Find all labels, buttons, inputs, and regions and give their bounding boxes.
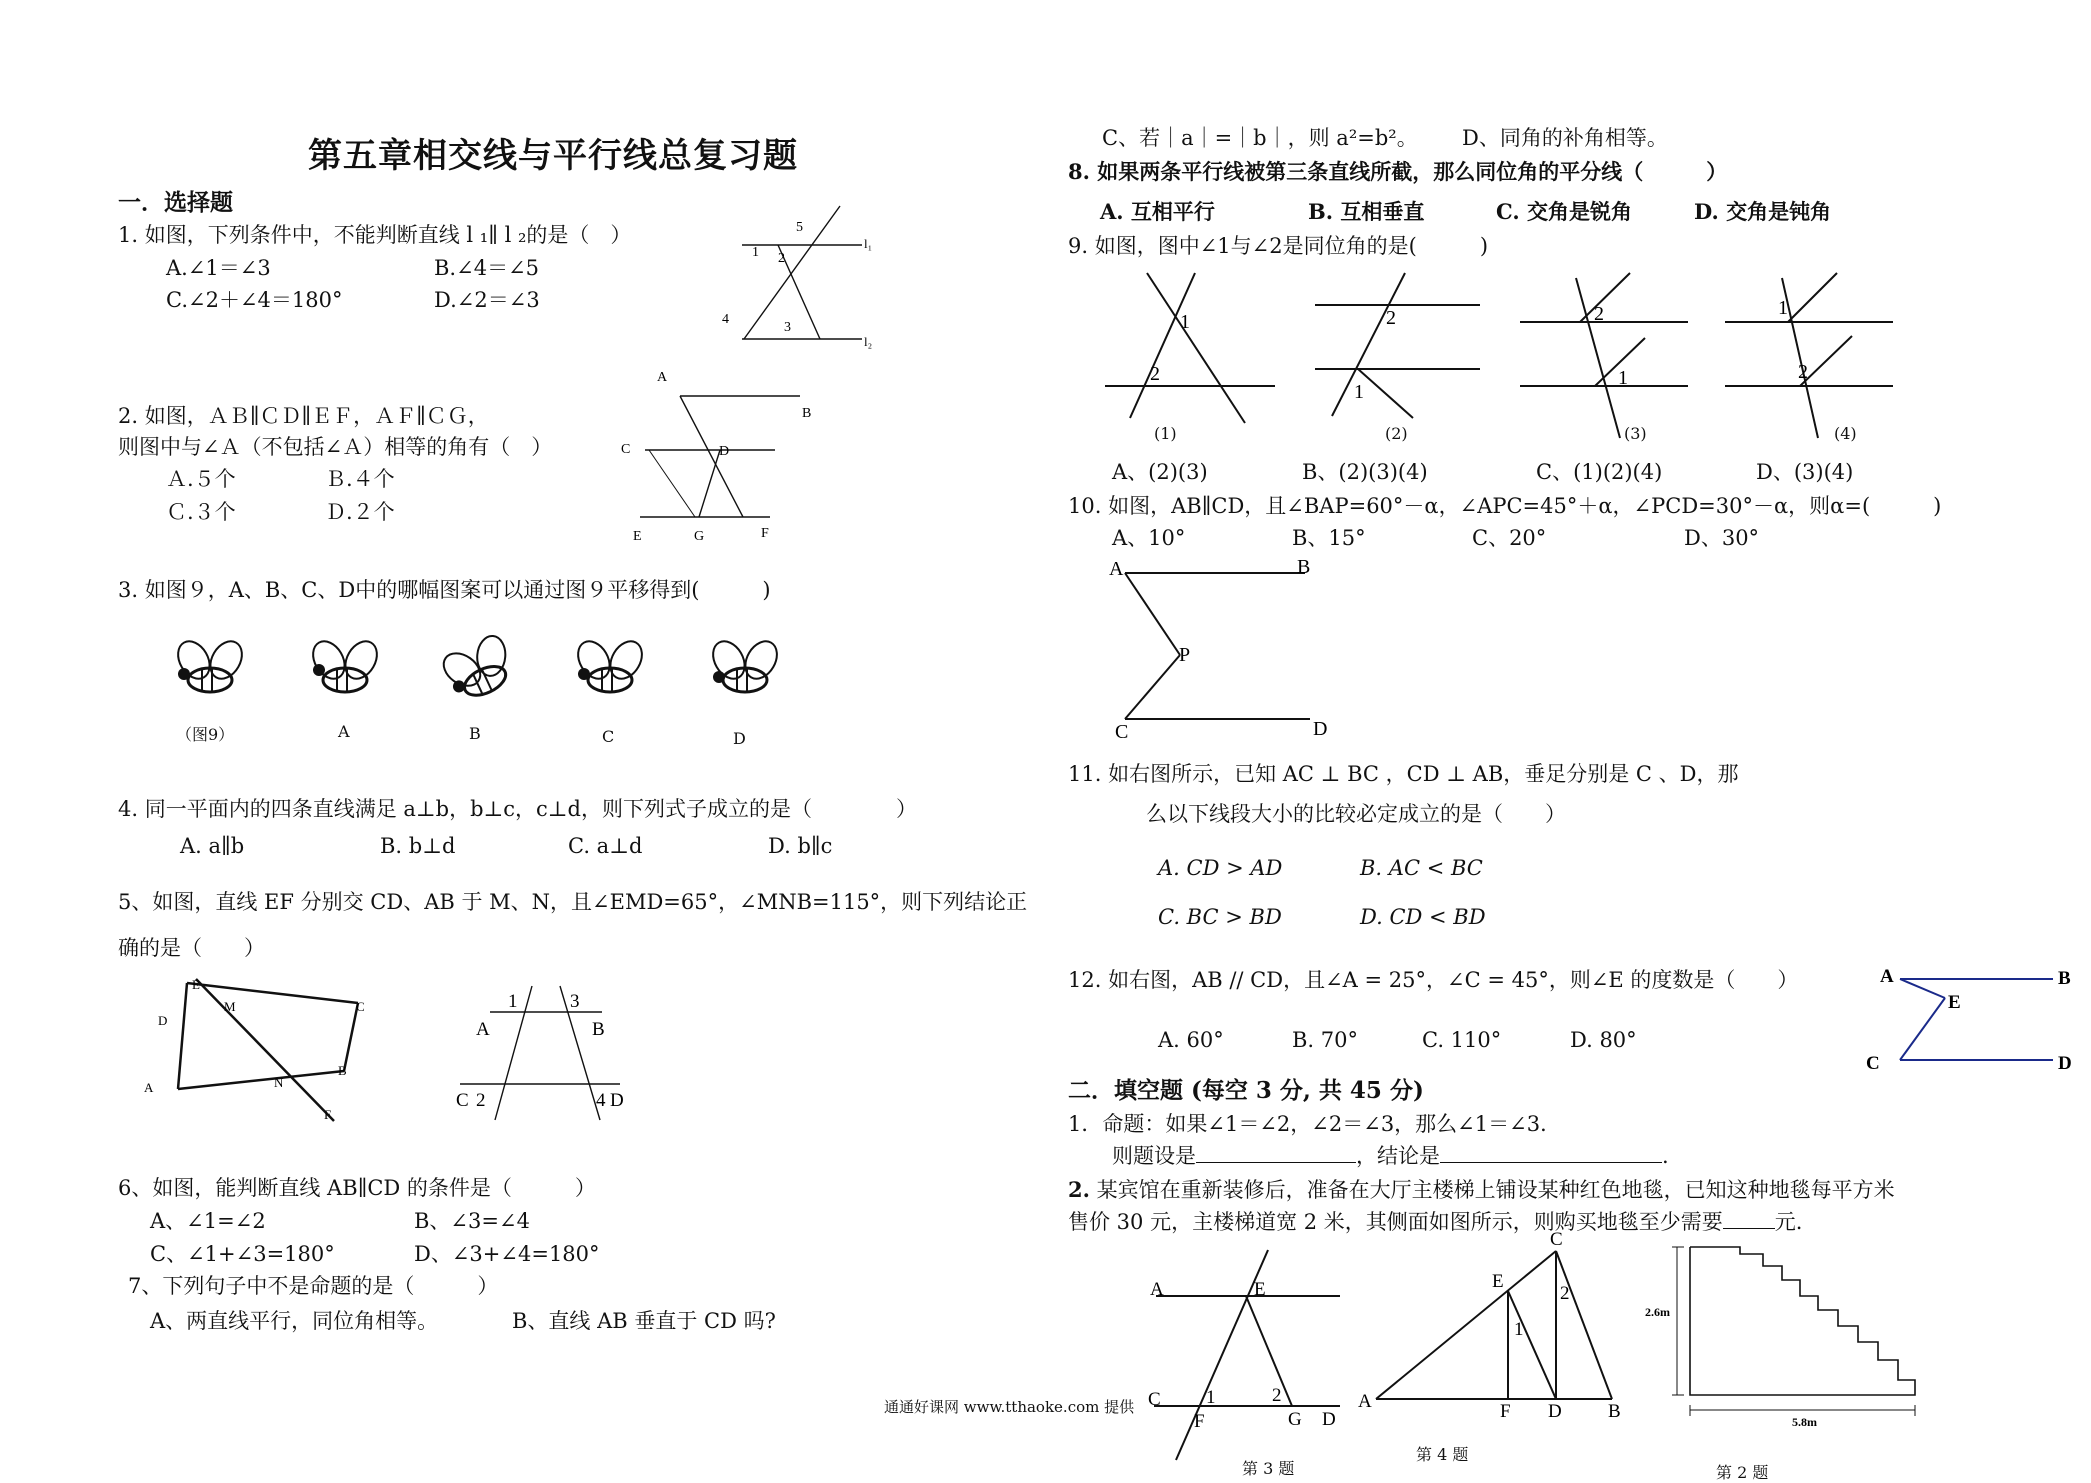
q9f4-label-1: 1: [1778, 297, 1788, 319]
bee-icon-a: [307, 636, 384, 692]
f2-number: 2.: [1068, 1177, 1090, 1202]
q11-option-a: A. CD > AD: [1158, 856, 1283, 880]
q5f1-label-M: M: [224, 999, 236, 1014]
q5f1-label-E: E: [192, 977, 200, 992]
fig4-label-E: E: [1492, 1271, 1504, 1292]
q5-figure-1: [140, 975, 380, 1130]
q9f2-label-2: 2: [1386, 307, 1396, 329]
q12-label-D: D: [2058, 1053, 2072, 1074]
q8-option-d: D. 交角是钝角: [1694, 199, 1832, 224]
q9f2-label-1: 1: [1354, 381, 1364, 403]
fig4-label-2: 2: [1560, 1283, 1570, 1304]
fig2-caption: 第 2 题: [1716, 1463, 1769, 1482]
q2-option-b: Ｂ.４个: [325, 467, 395, 491]
page-title: 第五章相交线与平行线总复习题: [308, 136, 798, 176]
q11-option-d: D. CD < BD: [1360, 905, 1486, 929]
q4-stem: 4. 同一平面内的四条直线满足 a⊥b，b⊥c，c⊥d，则下列式子成立的是（ ）: [118, 797, 918, 821]
q9-option-a: A、(2)(3): [1112, 460, 1208, 484]
q5f2-label-B: B: [592, 1019, 605, 1040]
q5f2-label-1: 1: [508, 991, 518, 1012]
bee-icon-c: [572, 636, 649, 692]
q3-label-c: C: [602, 727, 615, 746]
q9f4-label-2: 2: [1798, 361, 1808, 383]
q10-label-C: C: [1115, 721, 1129, 743]
q7-option-d: D、同角的补角相等。: [1462, 126, 1668, 150]
f1-stem: 1．命题：如果∠1＝∠2，∠2＝∠3，那么∠1＝∠3．: [1068, 1112, 1562, 1136]
q2-label-B: B: [802, 406, 812, 421]
bee-icon-b: [432, 625, 525, 708]
q4-option-a: A. a∥b: [180, 834, 245, 858]
q12-label-C: C: [1866, 1053, 1880, 1074]
q5-stem-line2: 确的是（ ）: [118, 936, 265, 960]
q12-option-c: C. 110°: [1422, 1028, 1502, 1052]
f1-premise-blank[interactable]: [1196, 1162, 1356, 1163]
q12-label-B: B: [2058, 968, 2071, 989]
fill-fig3: [1140, 1245, 1360, 1470]
q10-label-B: B: [1297, 556, 1311, 578]
q5-stem-line1: 5、如图，直线 EF 分别交 CD、AB 于 M、N，且∠EMD=65°，∠MNB=115°，则下列结论正: [118, 890, 1028, 914]
f1-conclusion-label: ，结论是: [1356, 1144, 1440, 1168]
stairs-height-label: 2.6m: [1645, 1305, 1670, 1319]
q12-option-a: A. 60°: [1158, 1028, 1224, 1052]
footer-source: 通通好课网 www.tthaoke.com 提供: [884, 1398, 1135, 1416]
q5f1-label-D: D: [158, 1013, 168, 1028]
q5f2-label-A: A: [476, 1019, 490, 1040]
q7-stem: 7、下列句子中不是命题的是（ ）: [128, 1274, 499, 1298]
q6-option-b: B、∠3=∠4: [414, 1209, 530, 1233]
q1-label-l1: l₁: [864, 236, 873, 251]
q1-label-l2: l₂: [864, 334, 873, 349]
section-heading-choice: 一．选择题: [118, 189, 233, 216]
q1-label-1: 1: [752, 245, 759, 260]
q1-label-3: 3: [784, 320, 791, 335]
q7-option-a: A、两直线平行，同位角相等。: [150, 1309, 439, 1333]
q9-caption-2: (2): [1385, 424, 1408, 443]
q3-bee-figures: [160, 620, 810, 720]
q2-option-c: Ｃ.３个: [166, 500, 236, 524]
q9f3-label-2: 2: [1594, 303, 1604, 325]
f2-stem-line1: [1068, 1174, 1895, 1204]
q3-stem: 3. 如图９，A、B、C、D中的哪幅图案可以通过图９平移得到( ): [118, 578, 771, 602]
q5f2-label-D: D: [610, 1090, 624, 1111]
q6-option-c: C、∠1+∠3=180°: [150, 1242, 335, 1266]
q2-option-d: Ｄ.２个: [325, 500, 395, 524]
bee-icon-original: [172, 636, 249, 692]
q5-figure-2: [450, 982, 640, 1132]
q4-option-b: B. b⊥d: [380, 834, 456, 858]
fig4-label-A: A: [1358, 1391, 1372, 1412]
q10-label-D: D: [1313, 718, 1328, 740]
section-heading-fill: 二．填空题 (每空 3 分, 共 45 分): [1068, 1077, 1424, 1104]
q9-caption-4: (4): [1834, 424, 1857, 443]
q12-label-A: A: [1880, 966, 1894, 987]
q5f1-label-B: B: [338, 1063, 347, 1078]
q10-label-P: P: [1179, 644, 1191, 666]
f2-answer-blank[interactable]: [1723, 1228, 1775, 1229]
q9-option-c: C、(1)(2)(4): [1536, 460, 1663, 484]
fig3-label-A: A: [1150, 1279, 1164, 1300]
q10-option-a: A、10°: [1112, 526, 1186, 550]
fig3-caption: 第 3 题: [1242, 1459, 1295, 1478]
q8-option-b: B. 互相垂直: [1308, 199, 1425, 224]
q12-option-b: B. 70°: [1292, 1028, 1359, 1052]
q10-option-b: B、15°: [1292, 526, 1366, 550]
q4-option-d: D. b∥c: [768, 834, 833, 858]
q10-figure: [1105, 555, 1345, 745]
fig4-caption: 第 4 题: [1416, 1445, 1469, 1464]
q2-stem-line2: 则图中与∠Ａ（不包括∠Ａ）相等的角有（ ）: [118, 435, 553, 459]
q5f2-label-3: 3: [570, 991, 580, 1012]
q7-option-c: C、若｜a｜=｜b｜，则 a²=b²。: [1102, 126, 1418, 150]
q3-label-original: （图9）: [176, 725, 235, 744]
q9f1-label-1: 1: [1180, 311, 1190, 333]
f1-premise-label: 则题设是: [1112, 1144, 1196, 1168]
bee-icon-d: [707, 636, 784, 692]
q5f1-label-A: A: [144, 1080, 154, 1095]
q1-stem: 1. 如图，下列条件中，不能判断直线 l ₁∥ l ₂的是（ ）: [118, 223, 632, 247]
q5f2-label-C: C: [456, 1090, 469, 1111]
q3-label-d: D: [733, 729, 746, 748]
q12-option-d: D. 80°: [1570, 1028, 1637, 1052]
q9-option-b: B、(2)(3)(4): [1302, 460, 1428, 484]
fig4-label-B: B: [1608, 1401, 1621, 1422]
q11-option-c: C. BC > BD: [1158, 905, 1282, 929]
q2-label-A: A: [657, 370, 668, 385]
q4-option-c: C. a⊥d: [568, 834, 643, 858]
fig4-label-1: 1: [1514, 1319, 1524, 1340]
q10-option-d: D、30°: [1684, 526, 1760, 550]
q9-option-d: D、(3)(4): [1756, 460, 1854, 484]
q6-stem: 6、如图，能判断直线 AB∥CD 的条件是（ ）: [118, 1176, 596, 1200]
stairs-width-label: 5.8m: [1792, 1415, 1817, 1429]
q9f1-label-2: 2: [1150, 363, 1160, 385]
fig3-label-1: 1: [1206, 1387, 1216, 1408]
q1-label-2: 2: [778, 251, 785, 266]
fig4-label-F: F: [1500, 1401, 1511, 1422]
q11-stem-line2: 么以下线段大小的比较必定成立的是（ ）: [1146, 802, 1566, 826]
f1-conclusion-blank[interactable]: [1440, 1162, 1662, 1163]
q8-option-a: A. 互相平行: [1100, 199, 1215, 224]
q11-stem-line1: 11. 如右图所示，已知 AC ⊥ BC ，CD ⊥ AB，垂足分别是 C 、D，那: [1068, 762, 1739, 786]
q2-option-a: Ａ.５个: [166, 467, 236, 491]
q12-stem: 12. 如右图，AB // CD，且∠A = 25°，∠C = 45°，则∠E 的度数是（ ）: [1068, 968, 1799, 992]
q7-option-b: B、直线 AB 垂直于 CD 吗?: [512, 1309, 776, 1333]
f2-stem-text2: 售价 30 元，主楼梯道宽 2 米，其侧面如图所示，则购买地毯至少需要: [1068, 1210, 1723, 1234]
fig3-label-F: F: [1194, 1411, 1205, 1432]
q9f3-label-1: 1: [1618, 367, 1628, 389]
fig3-label-E: E: [1254, 1279, 1266, 1300]
q9-figures: [1100, 268, 1910, 458]
q2-figure: [615, 365, 830, 545]
fig3-label-G: G: [1288, 1409, 1302, 1430]
fill-fig2-stairs: [1645, 1240, 1970, 1470]
q12-label-E: E: [1948, 992, 1961, 1013]
q6-option-d: D、∠3+∠4=180°: [414, 1242, 600, 1266]
q1-label-4: 4: [722, 312, 729, 327]
q2-stem-line1: 2. 如图，ＡＢ∥ＣＤ∥ＥＦ，ＡＦ∥ＣＧ，: [118, 404, 489, 428]
fig3-label-D: D: [1322, 1409, 1336, 1430]
q5f1-label-F: F: [324, 1107, 332, 1122]
q2-label-F: F: [761, 526, 769, 541]
q1-option-c: C.∠2＋∠4＝180°: [166, 288, 343, 312]
fill-fig4: [1350, 1229, 1630, 1425]
q1-figure: [700, 196, 900, 356]
f2-stem-line2: [1068, 1206, 1802, 1236]
q9-caption-3: (3): [1624, 424, 1647, 443]
fig4-label-D: D: [1548, 1401, 1562, 1422]
q5f2-label-2: 2: [476, 1090, 486, 1111]
q5f1-label-C: C: [356, 999, 365, 1014]
q8-stem: 8. 如果两条平行线被第三条直线所截，那么同位角的平分线（ ）: [1068, 159, 1728, 184]
q10-option-c: C、20°: [1472, 526, 1547, 550]
q9-caption-1: (1): [1154, 424, 1177, 443]
q3-label-a: A: [338, 722, 350, 741]
q3-label-b: B: [469, 724, 481, 743]
q2-label-G: G: [694, 529, 705, 544]
q6-option-a: A、∠1=∠2: [150, 1209, 266, 1233]
q5f1-label-N: N: [274, 1075, 284, 1090]
q8-option-c: C. 交角是锐角: [1496, 199, 1632, 224]
q10-label-A: A: [1109, 558, 1124, 580]
q1-option-d: D.∠2＝∠3: [434, 288, 540, 312]
q1-label-5: 5: [796, 220, 803, 235]
fig3-label-2: 2: [1272, 1385, 1282, 1406]
q2-label-E: E: [633, 529, 642, 544]
q9-stem: 9. 如图，图中∠1与∠2是同位角的是( ): [1068, 234, 1489, 258]
f2-stem-text: 某宾馆在重新装修后，准备在大厅主楼梯上铺设某种红色地毯，已知这种地毯每平方米: [1096, 1178, 1895, 1202]
f2-unit: 元.: [1774, 1210, 1803, 1234]
q11-option-b: B. AC < BC: [1360, 856, 1483, 880]
q5f2-label-4: 4: [596, 1090, 606, 1111]
fig3-label-C: C: [1148, 1389, 1161, 1410]
q10-stem: 10. 如图，AB∥CD，且∠BAP=60°－α，∠APC=45°＋α，∠PCD=30°－α，则α=( ): [1068, 494, 1942, 518]
q12-figure: [1860, 960, 2080, 1080]
f1-line2: 则题设是 ，结论是 .: [1112, 1144, 1669, 1168]
q1-option-a: A.∠1＝∠3: [166, 256, 271, 280]
q2-label-D: D: [719, 444, 730, 459]
fig4-label-C: C: [1550, 1229, 1563, 1250]
q2-label-C: C: [621, 442, 631, 457]
q1-option-b: B.∠4＝∠5: [434, 256, 540, 280]
